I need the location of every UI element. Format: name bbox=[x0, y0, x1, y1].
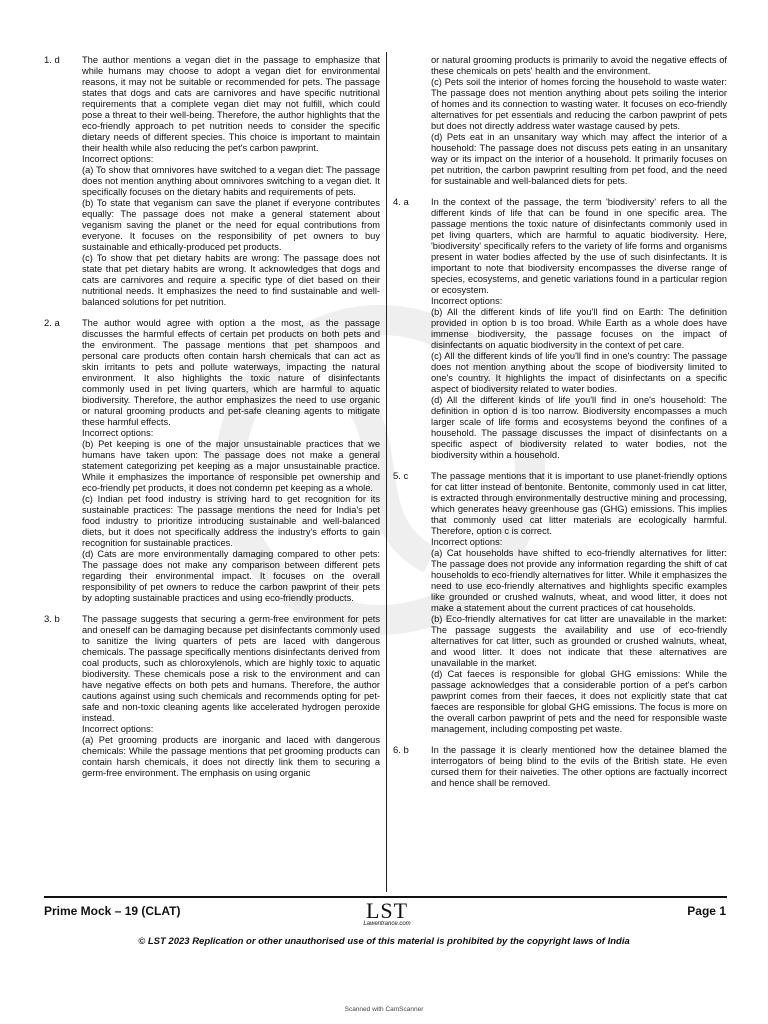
answer-number: 4. a bbox=[393, 197, 409, 208]
answer-block bbox=[393, 745, 727, 789]
explanation-paragraph: (a) To show that omnivores have switched to a vegan diet: The passage does not mention anything about omnivores switching to a vegan diet. It specifically focuses on the dietary habits and requirements of pets. bbox=[82, 165, 380, 197]
explanation-paragraph: Incorrect options: bbox=[431, 296, 503, 306]
answer-number: 5. c bbox=[393, 471, 409, 482]
answer-explanation bbox=[82, 614, 380, 779]
explanation-paragraph: (c) All the different kinds of life you'll find in one's country: The passage does not mention anything about the scope of biodiversity limited to one's country. It highlights the impact of disinfectants on a specific aspect of biodiversity related to water bodies. bbox=[431, 351, 727, 394]
column-divider bbox=[386, 52, 387, 892]
page-number: Page 1 bbox=[687, 904, 726, 918]
answer-explanation bbox=[82, 318, 380, 604]
explanation-paragraph: Incorrect options: bbox=[82, 428, 154, 438]
continuation-paragraph: or natural grooming products is primarily to avoid the negative effects of these chemicals on pets' health and the environment. bbox=[431, 55, 727, 76]
logo-text: LST bbox=[365, 898, 409, 923]
explanation-paragraph: (b) To state that veganism can save the planet if everyone contributes equally: The passage does not make a general statement about veganism saving the planet or the need for equal contributions from everyone. It focuses on the responsibility of pet owners to buy sustainable and ethically-produced pet products. bbox=[82, 198, 380, 252]
explanation-paragraph: (b) Pet keeping is one of the major unsustainable practices that we humans have taken upon: The passage does not make a general statement categorizing pet keeping as a major unsustainable practice. While it emphasizes the importance of responsible pet ownership and eco-friendly pet products, it does not condemn pet keeping as a whole. bbox=[82, 439, 380, 493]
explanation-paragraph: (d) Cats are more environmentally damaging compared to other pets: The passage does not make any comparison between different pets regarding their environmental impact. It focuses on the overall responsibility of pet owners to reduce the carbon pawprint of their pets by adopting sustainable practices and using eco-friendly products. bbox=[82, 549, 380, 603]
answer-block bbox=[44, 318, 380, 604]
explanation-paragraph: Incorrect options: bbox=[431, 537, 503, 547]
answer-number: 3. b bbox=[44, 614, 60, 625]
logo-subtext: Lawentrance.com bbox=[363, 921, 411, 927]
explanation-paragraph: (c) Indian pet food industry is striving hard to get recognition for its sustainable practices: The passage mentions the need for India's pet food industry to prioritize introducing sustainable and well-balanced diets, but it does not specifically address the industry's efforts to gain recognition for sustainable practices. bbox=[82, 494, 380, 548]
explanation-paragraph: Incorrect options: bbox=[82, 724, 154, 734]
answer-block bbox=[44, 55, 380, 308]
footer-test-name: Prime Mock – 19 (CLAT) bbox=[44, 904, 181, 918]
answer-explanation bbox=[431, 745, 727, 789]
continuation-paragraph: (c) Pets soil the interior of homes forcing the household to waste water: The passage does not mention anything about pets soiling the interior of homes and its connection to wasting water. It focuses on eco-friendly alternatives for pet essentials and reducing the carbon pawprint of pets but does not directly address water wastage caused by pets. bbox=[431, 77, 727, 131]
answer-explanation bbox=[82, 55, 380, 308]
explanation-paragraph: The author mentions a vegan diet in the passage to emphasize that while humans may choose to adopt a vegan diet for environmental reasons, it may not be suitable or recommended for pets. The passage states that dogs and cats are carnivores and have specific nutritional requirements that a complete vegan diet may not fulfill, which could pose a threat to their well-being. Therefore, the author highlights that the eco-friendly approach to pet nutrition needs to consider the specific dietary needs of different species. This choice is important to maintain their health while also reducing the pet's carbon pawprint. bbox=[82, 55, 380, 153]
answer-number: 2. a bbox=[44, 318, 60, 329]
copyright-notice: © LST 2023 Replication or other unauthorised use of this material is prohibited by the copyright laws of India bbox=[138, 936, 630, 947]
answer-explanation bbox=[431, 197, 727, 461]
explanation-paragraph: (a) Cat households have shifted to eco-friendly alternatives for litter: The passage does not provide any information regarding the shift of cat households to eco-friendly alternatives for litter. While it emphasizes the need to use eco-friendly alternatives and highlights specific examples like grounded or crushed walnuts, wheat, and wood litter, it does not make a statement about the current practices of cat households. bbox=[431, 548, 727, 613]
answer-block bbox=[44, 614, 380, 779]
explanation-paragraph: (d) All the different kinds of life you'll find in one's household: The definition in option d is too narrow. Biodiversity encompasses a much larger scale of life forms and ecosystems beyond the confines of a household. The passage discusses the impact of disinfectants on a specific aspect of biodiversity related to water bodies, not the biodiversity within a household. bbox=[431, 395, 727, 460]
explanation-paragraph: Incorrect options: bbox=[82, 154, 154, 164]
answer-block bbox=[393, 197, 727, 461]
right-column bbox=[393, 55, 727, 799]
answer-explanation bbox=[431, 471, 727, 735]
explanation-paragraph: (b) All the different kinds of life you'll find on Earth: The definition provided in option b is too broad. While Earth as a whole does have immense biodiversity, the passage focuses on the impact of disinfectants on aquatic biodiversity in the context of pet care. bbox=[431, 307, 727, 350]
answer-block bbox=[393, 471, 727, 735]
lst-logo bbox=[347, 898, 427, 927]
explanation-paragraph: In the passage it is clearly mentioned how the detainee blamed the interrogators of being blind to the evils of the British state. He even cursed them for their naiveties. The other options are factually incorrect and hence shall be removed. bbox=[431, 745, 727, 788]
explanation-paragraph: The author would agree with option a the most, as the passage discusses the harmful effects of certain pet products on both pets and the environment. The passage mentions that pet shampoos and personal care products often contain harsh chemicals that can act as skin irritants to pets and pollute waterways, impacting the natural environment. It also highlights the toxic nature of disinfectants commonly used in pet living quarters, which are harmful to aquatic biodiversity. Therefore, the author emphasizes the need to use organic or natural grooming products and pet-safe cleaning agents to mitigate these harmful effects. bbox=[82, 318, 380, 427]
explanation-paragraph: In the context of the passage, the term 'biodiversity' refers to all the different kinds of life that can be found in one specific area. The passage mentions the toxic nature of disinfectants commonly used in pet living quarters, which are harmful to aquatic biodiversity. Here, 'biodiversity' specifically refers to the variety of life forms and organisms present in water bodies affected by the use of such disinfectants. It is important to note that biodiversity encompasses the diverse range of species, ecosystems, and genetic variations found in a particular region or ecosystem. bbox=[431, 197, 727, 295]
explanation-paragraph: (a) Pet grooming products are inorganic and laced with dangerous chemicals: While the passage mentions that pet grooming products can contain harsh chemicals, it does not directly link them to securing a germ-free environment. The emphasis on using organic bbox=[82, 735, 380, 778]
continuation-block bbox=[393, 55, 727, 187]
answer-number: 1. d bbox=[44, 55, 60, 66]
explanation-paragraph: (d) Cat faeces is responsible for global GHG emissions: While the passage acknowledges that a considerable portion of a pet's carbon pawprint comes from their faeces, it does not explicitly state that cat faeces are responsible for global GHG emissions. The focus is more on the overall carbon pawprint of pets and the need for responsible waste management, including composting pet waste. bbox=[431, 669, 727, 734]
left-column bbox=[44, 55, 380, 789]
explanation-paragraph: (c) To show that pet dietary habits are wrong: The passage does not state that pet dietary habits are wrong. It acknowledges that dogs and cats are carnivores and require a specific type of diet based on their nutritional needs. It emphasizes the need to find sustainable and well-balanced solutions for pet nutrition. bbox=[82, 253, 380, 307]
answer-number: 6. b bbox=[393, 745, 409, 756]
explanation-paragraph: The passage mentions that it is important to use planet-friendly options for cat litter instead of bentonite. Bentonite, commonly used in cat litter, is extracted through environmentally destructive mining and processing, which generates heavy greenhouse gas (GHG) emissions. This implies that commonly used cat litter materials are ecologically harmful. Therefore, option c is correct. bbox=[431, 471, 727, 536]
continuation-paragraph: (d) Pets eat in an unsanitary way which may affect the interior of a household: The passage does not discuss pets eating in an unsanitary way or its impact on the interior of a household. It primarily focuses on pet nutrition, the carbon pawprint resulting from pet food, and the need for sustainable and well-balanced diets for pets. bbox=[431, 132, 727, 186]
scanner-note: Scanned with CamScanner bbox=[344, 1006, 424, 1013]
explanation-paragraph: The passage suggests that securing a germ-free environment for pets and oneself can be damaging because pet disinfectants commonly used to sanitize the living quarters of pets are laced with dangerous chemicals. The passage specifically mentions disinfectants derived from coal products, such as chloroxylenols, which are highly toxic to aquatic biodiversity. These chemicals pose a risk to the environment and can have negative effects on both pets and humans. Therefore, the author cautions against using such chemicals and recommends opting for pet-safe and non-toxic cleaning agents like accelerated hydrogen peroxide instead. bbox=[82, 614, 380, 723]
explanation-paragraph: (b) Eco-friendly alternatives for cat litter are unavailable in the market: The passage suggests the availability and use of eco-friendly alternatives for cat litter, such as grounded or crushed walnuts, wheat, and wood litter. It does not indicate that these alternatives are unavailable in the market. bbox=[431, 614, 727, 668]
